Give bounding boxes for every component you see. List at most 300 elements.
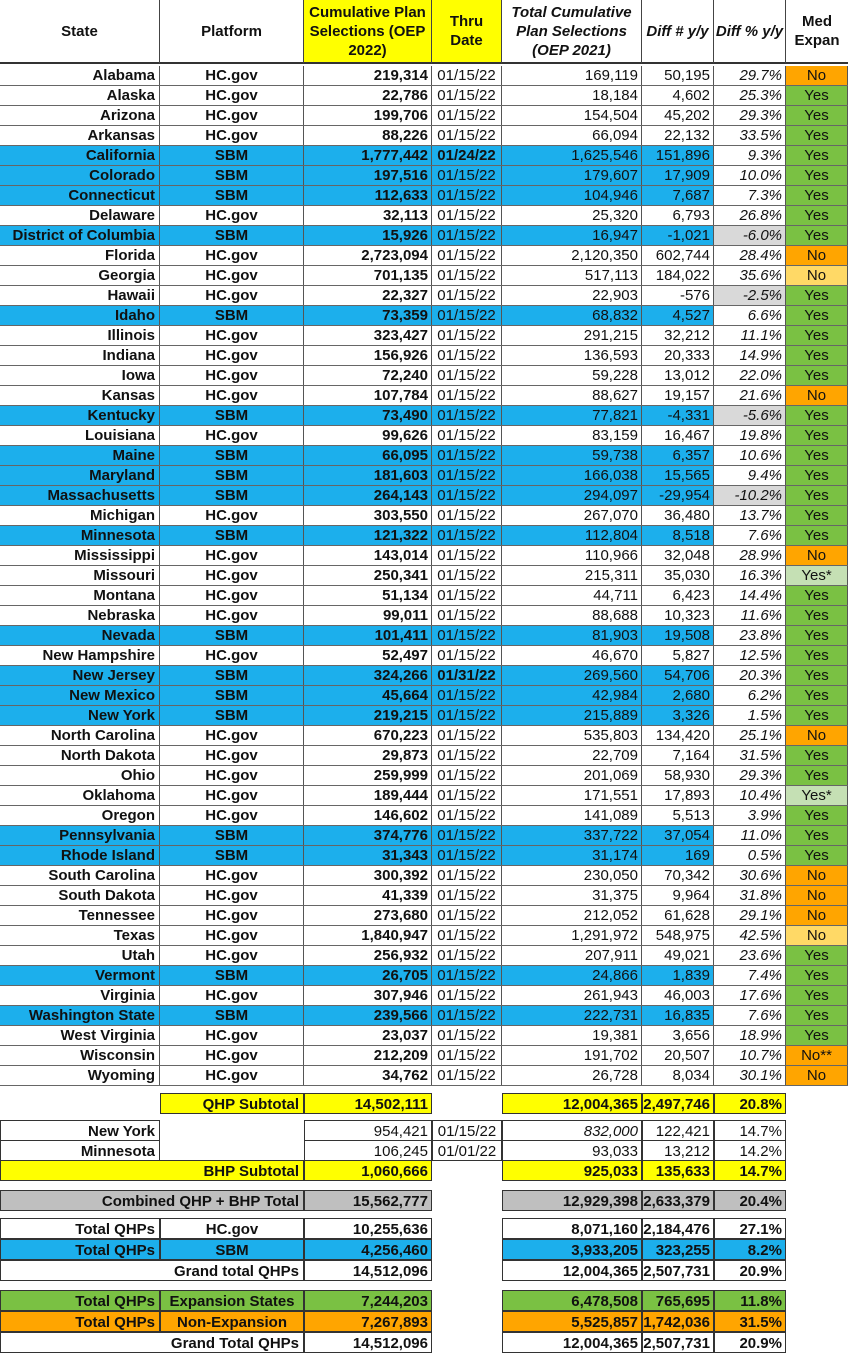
platform-cell: SBM xyxy=(160,966,304,985)
cumulative-cell: 250,341 xyxy=(304,566,432,585)
diff-pct-cell: 7.3% xyxy=(714,186,786,205)
table-row xyxy=(0,946,848,966)
thru-date-cell: 01/15/22 xyxy=(432,526,502,545)
diff-pct-cell: 42.5% xyxy=(714,926,786,945)
platform-total-cum: 10,255,636 xyxy=(304,1218,432,1239)
combined-label: Combined QHP + BHP Total xyxy=(0,1190,304,1211)
diff-num-cell: 13,012 xyxy=(642,366,714,385)
med-expan-cell: No xyxy=(786,246,848,265)
cumulative-cell: 73,490 xyxy=(304,406,432,425)
thru-date-cell: 01/15/22 xyxy=(432,1026,502,1045)
state-cell: Arizona xyxy=(0,106,160,125)
bhp-state: New York xyxy=(0,1120,160,1141)
bhp-subtotal-dn: 135,633 xyxy=(642,1160,714,1181)
platform-total-platform: HC.gov xyxy=(160,1218,304,1239)
cumulative-cell: 259,999 xyxy=(304,766,432,785)
cumulative-cell: 41,339 xyxy=(304,886,432,905)
platform-cell: HC.gov xyxy=(160,646,304,665)
bhp-dn: 122,421 xyxy=(642,1120,714,1141)
med-expan-cell: Yes xyxy=(786,226,848,245)
table-row xyxy=(0,86,848,106)
cumulative-cell: 23,037 xyxy=(304,1026,432,1045)
table-header xyxy=(0,0,848,66)
platform-cell: HC.gov xyxy=(160,106,304,125)
med-expan-cell: Yes xyxy=(786,766,848,785)
table-row xyxy=(0,866,848,886)
total-2021-cell: 59,738 xyxy=(502,446,642,465)
table-row xyxy=(0,906,848,926)
diff-num-cell: -29,954 xyxy=(642,486,714,505)
table-row xyxy=(0,566,848,586)
total-2021-cell: 26,728 xyxy=(502,1066,642,1085)
table-row xyxy=(0,366,848,386)
expansion-total-dp: 31.5% xyxy=(714,1311,786,1332)
thru-date-cell: 01/15/22 xyxy=(432,506,502,525)
platform-cell: HC.gov xyxy=(160,1046,304,1065)
grand-total-row xyxy=(0,1332,848,1353)
thru-date-cell: 01/15/22 xyxy=(432,986,502,1005)
table-row xyxy=(0,166,848,186)
diff-pct-cell: 11.6% xyxy=(714,606,786,625)
thru-date-cell: 01/15/22 xyxy=(432,126,502,145)
state-cell: Maine xyxy=(0,446,160,465)
diff-num-cell: 54,706 xyxy=(642,666,714,685)
diff-num-cell: 19,508 xyxy=(642,626,714,645)
diff-num-cell: 6,357 xyxy=(642,446,714,465)
state-cell: New York xyxy=(0,706,160,725)
grand-total-tot: 12,004,365 xyxy=(502,1260,642,1281)
platform-cell: HC.gov xyxy=(160,726,304,745)
diff-num-cell: 37,054 xyxy=(642,826,714,845)
total-2021-cell: 77,821 xyxy=(502,406,642,425)
state-cell: Ohio xyxy=(0,766,160,785)
med-expan-cell: Yes xyxy=(786,346,848,365)
cumulative-cell: 670,223 xyxy=(304,726,432,745)
thru-date-cell: 01/15/22 xyxy=(432,606,502,625)
bhp-subtotal-dp: 14.7% xyxy=(714,1160,786,1181)
diff-num-cell: 22,132 xyxy=(642,126,714,145)
bhp-dn: 13,212 xyxy=(642,1140,714,1161)
total-2021-cell: 337,722 xyxy=(502,826,642,845)
state-cell: New Hampshire xyxy=(0,646,160,665)
total-2021-cell: 31,174 xyxy=(502,846,642,865)
bhp-row xyxy=(0,1140,848,1161)
cumulative-cell: 143,014 xyxy=(304,546,432,565)
med-expan-cell: Yes xyxy=(786,1026,848,1045)
diff-num-cell: 45,202 xyxy=(642,106,714,125)
table-row xyxy=(0,706,848,726)
state-cell: Iowa xyxy=(0,366,160,385)
table-row xyxy=(0,746,848,766)
med-expan-cell: Yes xyxy=(786,626,848,645)
platform-cell: SBM xyxy=(160,846,304,865)
table-row xyxy=(0,846,848,866)
thru-date-cell: 01/15/22 xyxy=(432,366,502,385)
diff-pct-cell: 31.5% xyxy=(714,746,786,765)
table-row xyxy=(0,646,848,666)
platform-cell: SBM xyxy=(160,226,304,245)
platform-cell: HC.gov xyxy=(160,286,304,305)
diff-pct-cell: 17.6% xyxy=(714,986,786,1005)
thru-date-cell: 01/15/22 xyxy=(432,706,502,725)
thru-date-cell: 01/15/22 xyxy=(432,586,502,605)
cumulative-cell: 256,932 xyxy=(304,946,432,965)
platform-cell: HC.gov xyxy=(160,506,304,525)
platform-cell: HC.gov xyxy=(160,126,304,145)
grand-total-cum: 14,512,096 xyxy=(304,1332,432,1353)
total-2021-cell: 136,593 xyxy=(502,346,642,365)
state-cell: Idaho xyxy=(0,306,160,325)
platform-cell: HC.gov xyxy=(160,546,304,565)
cumulative-cell: 1,840,947 xyxy=(304,926,432,945)
cumulative-cell: 323,427 xyxy=(304,326,432,345)
table-row xyxy=(0,406,848,426)
total-2021-cell: 222,731 xyxy=(502,1006,642,1025)
med-expan-cell: Yes* xyxy=(786,786,848,805)
thru-date-cell: 01/15/22 xyxy=(432,686,502,705)
state-cell: Pennsylvania xyxy=(0,826,160,845)
platform-cell: SBM xyxy=(160,706,304,725)
platform-cell: HC.gov xyxy=(160,206,304,225)
diff-num-cell: 70,342 xyxy=(642,866,714,885)
platform-cell: HC.gov xyxy=(160,346,304,365)
table-row xyxy=(0,466,848,486)
table-row xyxy=(0,986,848,1006)
diff-pct-cell: 9.3% xyxy=(714,146,786,165)
state-cell: Vermont xyxy=(0,966,160,985)
diff-pct-cell: 14.9% xyxy=(714,346,786,365)
total-2021-cell: 31,375 xyxy=(502,886,642,905)
cumulative-cell: 273,680 xyxy=(304,906,432,925)
total-2021-cell: 215,311 xyxy=(502,566,642,585)
thru-date-cell: 01/15/22 xyxy=(432,886,502,905)
header-state: State xyxy=(0,0,160,64)
table-row xyxy=(0,726,848,746)
cumulative-cell: 34,762 xyxy=(304,1066,432,1085)
thru-date-cell: 01/15/22 xyxy=(432,226,502,245)
diff-pct-cell: 29.7% xyxy=(714,66,786,85)
thru-date-cell: 01/15/22 xyxy=(432,766,502,785)
total-2021-cell: 517,113 xyxy=(502,266,642,285)
diff-num-cell: 3,326 xyxy=(642,706,714,725)
bhp-subtotal-tot: 925,033 xyxy=(502,1160,642,1181)
table-row xyxy=(0,626,848,646)
med-expan-cell: Yes xyxy=(786,706,848,725)
cumulative-cell: 701,135 xyxy=(304,266,432,285)
total-2021-cell: 171,551 xyxy=(502,786,642,805)
diff-num-cell: 7,687 xyxy=(642,186,714,205)
diff-num-cell: 4,527 xyxy=(642,306,714,325)
state-cell: Oklahoma xyxy=(0,786,160,805)
diff-num-cell: 58,930 xyxy=(642,766,714,785)
diff-num-cell: 7,164 xyxy=(642,746,714,765)
platform-cell: SBM xyxy=(160,466,304,485)
med-expan-cell: Yes xyxy=(786,846,848,865)
platform-total-cum: 4,256,460 xyxy=(304,1239,432,1260)
platform-total-label: Total QHPs xyxy=(0,1218,160,1239)
thru-date-cell: 01/15/22 xyxy=(432,346,502,365)
expansion-total-platform: Expansion States xyxy=(160,1290,304,1311)
table-row xyxy=(0,586,848,606)
total-2021-cell: 141,089 xyxy=(502,806,642,825)
platform-total-dp: 8.2% xyxy=(714,1239,786,1260)
state-cell: South Dakota xyxy=(0,886,160,905)
platform-total-platform: SBM xyxy=(160,1239,304,1260)
diff-pct-cell: 21.6% xyxy=(714,386,786,405)
platform-total-dn: 2,184,476 xyxy=(642,1218,714,1239)
total-2021-cell: 2,120,350 xyxy=(502,246,642,265)
med-expan-cell: Yes xyxy=(786,946,848,965)
cumulative-cell: 66,095 xyxy=(304,446,432,465)
diff-pct-cell: 22.0% xyxy=(714,366,786,385)
diff-pct-cell: 1.5% xyxy=(714,706,786,725)
total-2021-cell: 294,097 xyxy=(502,486,642,505)
platform-cell: SBM xyxy=(160,686,304,705)
med-expan-cell: No xyxy=(786,386,848,405)
table-row xyxy=(0,106,848,126)
platform-cell: SBM xyxy=(160,186,304,205)
cumulative-cell: 51,134 xyxy=(304,586,432,605)
grand-total-label: Grand Total QHPs xyxy=(0,1332,304,1353)
qhp-subtotal-cum: 14,502,111 xyxy=(304,1093,432,1114)
diff-pct-cell: 16.3% xyxy=(714,566,786,585)
header-cumulative-2022: Cumulative Plan Selections (OEP 2022) xyxy=(304,0,432,64)
diff-num-cell: 6,423 xyxy=(642,586,714,605)
total-2021-cell: 104,946 xyxy=(502,186,642,205)
total-2021-cell: 83,159 xyxy=(502,426,642,445)
med-expan-cell: Yes xyxy=(786,506,848,525)
thru-date-cell: 01/15/22 xyxy=(432,846,502,865)
total-2021-cell: 535,803 xyxy=(502,726,642,745)
total-2021-cell: 42,984 xyxy=(502,686,642,705)
combined-cum: 15,562,777 xyxy=(304,1190,432,1211)
diff-pct-cell: 33.5% xyxy=(714,126,786,145)
cumulative-cell: 156,926 xyxy=(304,346,432,365)
med-expan-cell: Yes xyxy=(786,1006,848,1025)
diff-pct-cell: 29.1% xyxy=(714,906,786,925)
state-cell: Montana xyxy=(0,586,160,605)
platform-cell: SBM xyxy=(160,626,304,645)
platform-cell: HC.gov xyxy=(160,386,304,405)
cumulative-cell: 303,550 xyxy=(304,506,432,525)
diff-num-cell: 19,157 xyxy=(642,386,714,405)
diff-num-cell: 5,827 xyxy=(642,646,714,665)
state-cell: Virginia xyxy=(0,986,160,1005)
platform-cell: HC.gov xyxy=(160,1066,304,1085)
diff-pct-cell: 7.4% xyxy=(714,966,786,985)
thru-date-cell: 01/15/22 xyxy=(432,246,502,265)
total-2021-cell: 267,070 xyxy=(502,506,642,525)
state-cell: Illinois xyxy=(0,326,160,345)
diff-pct-cell: 28.4% xyxy=(714,246,786,265)
total-2021-cell: 201,069 xyxy=(502,766,642,785)
diff-pct-cell: 13.7% xyxy=(714,506,786,525)
platform-cell: HC.gov xyxy=(160,586,304,605)
state-cell: California xyxy=(0,146,160,165)
platform-cell: SBM xyxy=(160,826,304,845)
diff-pct-cell: 26.8% xyxy=(714,206,786,225)
state-cell: Louisiana xyxy=(0,426,160,445)
diff-num-cell: 134,420 xyxy=(642,726,714,745)
table-row xyxy=(0,486,848,506)
diff-pct-cell: 7.6% xyxy=(714,526,786,545)
platform-total-tot: 3,933,205 xyxy=(502,1239,642,1260)
cumulative-cell: 239,566 xyxy=(304,1006,432,1025)
platform-total-dp: 27.1% xyxy=(714,1218,786,1239)
bhp-date: 01/01/22 xyxy=(432,1140,502,1161)
state-cell: Alabama xyxy=(0,66,160,85)
med-expan-cell: Yes xyxy=(786,666,848,685)
diff-num-cell: 10,323 xyxy=(642,606,714,625)
total-2021-cell: 179,607 xyxy=(502,166,642,185)
thru-date-cell: 01/15/22 xyxy=(432,966,502,985)
diff-num-cell: 20,507 xyxy=(642,1046,714,1065)
table-row xyxy=(0,226,848,246)
platform-cell: HC.gov xyxy=(160,326,304,345)
diff-pct-cell: 11.0% xyxy=(714,826,786,845)
cumulative-cell: 212,209 xyxy=(304,1046,432,1065)
diff-num-cell: 151,896 xyxy=(642,146,714,165)
total-2021-cell: 24,866 xyxy=(502,966,642,985)
grand-total-tot: 12,004,365 xyxy=(502,1332,642,1353)
total-2021-cell: 169,119 xyxy=(502,66,642,85)
combined-tot: 12,929,398 xyxy=(502,1190,642,1211)
thru-date-cell: 01/15/22 xyxy=(432,806,502,825)
cumulative-cell: 121,322 xyxy=(304,526,432,545)
total-2021-cell: 44,711 xyxy=(502,586,642,605)
diff-pct-cell: -5.6% xyxy=(714,406,786,425)
state-rows xyxy=(0,66,848,1086)
thru-date-cell: 01/15/22 xyxy=(432,66,502,85)
diff-num-cell: -576 xyxy=(642,286,714,305)
cumulative-cell: 112,633 xyxy=(304,186,432,205)
state-cell: Washington State xyxy=(0,1006,160,1025)
diff-pct-cell: 6.6% xyxy=(714,306,786,325)
grand-total-dp: 20.9% xyxy=(714,1260,786,1281)
platform-total-row xyxy=(0,1218,848,1239)
med-expan-cell: No xyxy=(786,906,848,925)
diff-num-cell: 2,680 xyxy=(642,686,714,705)
expansion-total-row xyxy=(0,1290,848,1311)
diff-num-cell: 548,975 xyxy=(642,926,714,945)
diff-num-cell: 17,909 xyxy=(642,166,714,185)
diff-num-cell: 8,518 xyxy=(642,526,714,545)
table-row xyxy=(0,386,848,406)
diff-pct-cell: -2.5% xyxy=(714,286,786,305)
thru-date-cell: 01/15/22 xyxy=(432,486,502,505)
diff-pct-cell: 10.0% xyxy=(714,166,786,185)
header-med-expan: Med Expan xyxy=(786,0,848,64)
med-expan-cell: Yes xyxy=(786,606,848,625)
bhp-state: Minnesota xyxy=(0,1140,160,1161)
diff-pct-cell: 7.6% xyxy=(714,1006,786,1025)
thru-date-cell: 01/15/22 xyxy=(432,186,502,205)
med-expan-cell: Yes xyxy=(786,166,848,185)
table-row xyxy=(0,1006,848,1026)
cumulative-cell: 219,215 xyxy=(304,706,432,725)
diff-pct-cell: 10.4% xyxy=(714,786,786,805)
thru-date-cell: 01/15/22 xyxy=(432,426,502,445)
cumulative-cell: 307,946 xyxy=(304,986,432,1005)
platform-total-row xyxy=(0,1239,848,1260)
thru-date-cell: 01/15/22 xyxy=(432,1006,502,1025)
platform-total-dn: 323,255 xyxy=(642,1239,714,1260)
total-2021-cell: 166,038 xyxy=(502,466,642,485)
med-expan-cell: Yes xyxy=(786,826,848,845)
diff-pct-cell: 31.8% xyxy=(714,886,786,905)
diff-num-cell: 16,467 xyxy=(642,426,714,445)
diff-num-cell: 8,034 xyxy=(642,1066,714,1085)
total-2021-cell: 81,903 xyxy=(502,626,642,645)
cumulative-cell: 22,327 xyxy=(304,286,432,305)
med-expan-cell: Yes xyxy=(786,186,848,205)
expansion-total-row xyxy=(0,1311,848,1332)
bhp-cum: 106,245 xyxy=(304,1140,432,1161)
platform-cell: HC.gov xyxy=(160,946,304,965)
table-row xyxy=(0,666,848,686)
diff-pct-cell: 19.8% xyxy=(714,426,786,445)
diff-pct-cell: 25.3% xyxy=(714,86,786,105)
med-expan-cell: Yes xyxy=(786,106,848,125)
total-2021-cell: 46,670 xyxy=(502,646,642,665)
table-row xyxy=(0,126,848,146)
diff-num-cell: 36,480 xyxy=(642,506,714,525)
cumulative-cell: 374,776 xyxy=(304,826,432,845)
total-2021-cell: 25,320 xyxy=(502,206,642,225)
bhp-dp: 14.7% xyxy=(714,1120,786,1141)
expansion-total-cum: 7,267,893 xyxy=(304,1311,432,1332)
thru-date-cell: 01/15/22 xyxy=(432,786,502,805)
state-cell: Colorado xyxy=(0,166,160,185)
expansion-total-dn: 765,695 xyxy=(642,1290,714,1311)
thru-date-cell: 01/15/22 xyxy=(432,326,502,345)
thru-date-cell: 01/15/22 xyxy=(432,1066,502,1085)
total-2021-cell: 1,291,972 xyxy=(502,926,642,945)
cumulative-cell: 181,603 xyxy=(304,466,432,485)
header-diff-num: Diff # y/y xyxy=(642,0,714,64)
table-row xyxy=(0,266,848,286)
total-2021-cell: 19,381 xyxy=(502,1026,642,1045)
diff-pct-cell: 30.6% xyxy=(714,866,786,885)
platform-cell: HC.gov xyxy=(160,926,304,945)
cumulative-cell: 72,240 xyxy=(304,366,432,385)
cumulative-cell: 300,392 xyxy=(304,866,432,885)
cumulative-cell: 73,359 xyxy=(304,306,432,325)
total-2021-cell: 68,832 xyxy=(502,306,642,325)
table-row xyxy=(0,426,848,446)
platform-cell: HC.gov xyxy=(160,566,304,585)
table-row xyxy=(0,206,848,226)
diff-num-cell: 4,602 xyxy=(642,86,714,105)
state-cell: Arkansas xyxy=(0,126,160,145)
total-2021-cell: 1,625,546 xyxy=(502,146,642,165)
state-cell: Texas xyxy=(0,926,160,945)
platform-cell: SBM xyxy=(160,526,304,545)
state-cell: Alaska xyxy=(0,86,160,105)
bhp-subtotal-row xyxy=(0,1160,848,1181)
state-cell: North Dakota xyxy=(0,746,160,765)
thru-date-cell: 01/15/22 xyxy=(432,86,502,105)
table-row xyxy=(0,806,848,826)
state-cell: Tennessee xyxy=(0,906,160,925)
qhp-subtotal-label: QHP Subtotal xyxy=(160,1093,304,1114)
total-2021-cell: 269,560 xyxy=(502,666,642,685)
state-cell: Missouri xyxy=(0,566,160,585)
cumulative-cell: 146,602 xyxy=(304,806,432,825)
diff-num-cell: 9,964 xyxy=(642,886,714,905)
state-cell: Nebraska xyxy=(0,606,160,625)
thru-date-cell: 01/15/22 xyxy=(432,826,502,845)
